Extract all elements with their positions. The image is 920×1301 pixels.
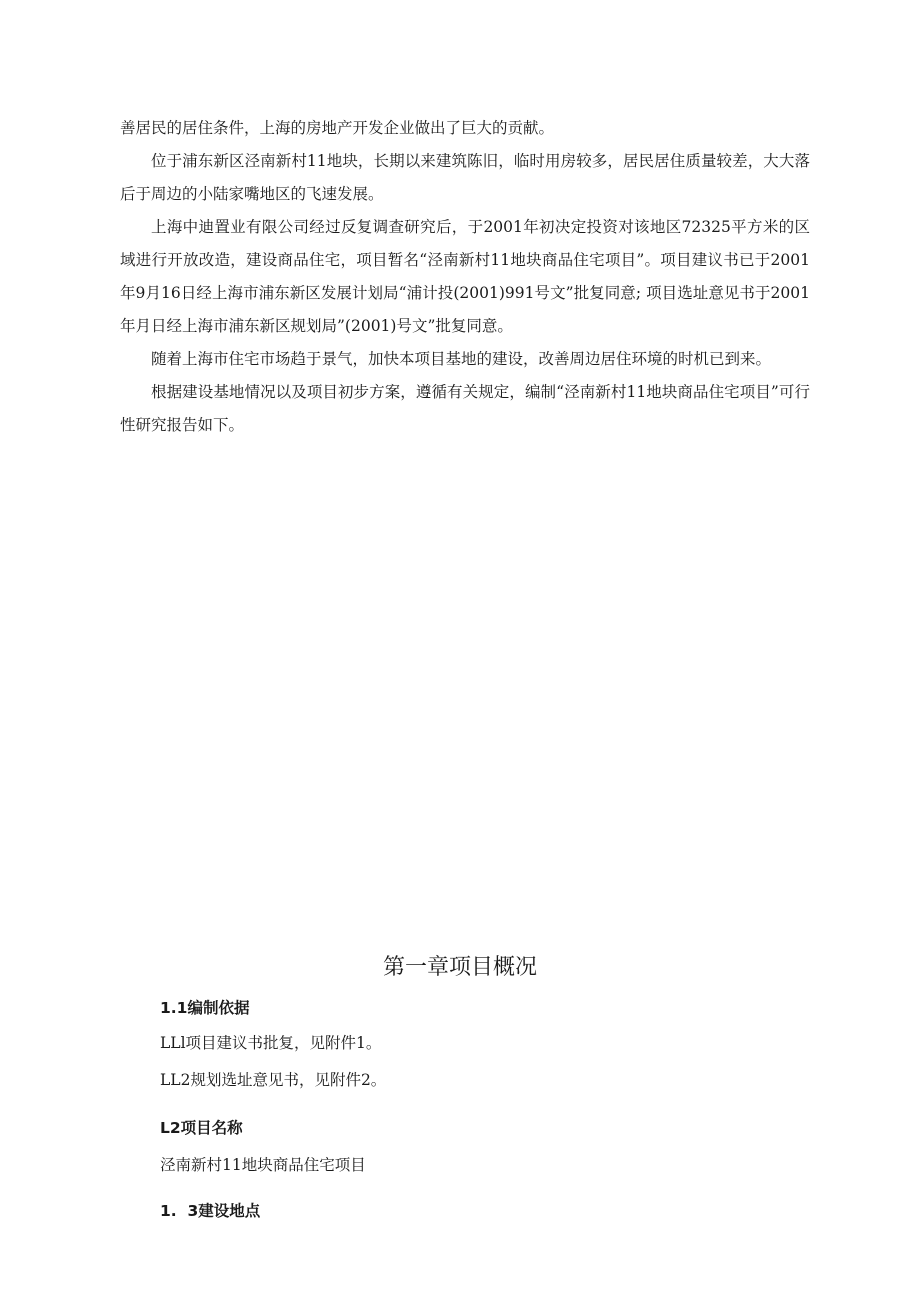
section-heading-location: 1. 3建设地点 (160, 1202, 261, 1220)
paragraph-continuation: 善居民的居住条件，上海的房地产开发企业做出了巨大的贡献。 (120, 119, 555, 137)
intro-text (120, 112, 810, 442)
basis-item-1: LLl项目建议书批复，见附件1。 (160, 1034, 382, 1052)
section-heading-project-name: L2项目名称 (160, 1119, 243, 1137)
project-name-text: 泾南新村11地块商品住宅项目 (160, 1156, 366, 1174)
paragraph-investment: 上海中迪置业有限公司经过反复调查研究后，于2001年初决定投资对该地区72325平方米的区域进行开放改造，建设商品住宅，项目暂名“泾南新村11地块商品住宅项目”。项目建议书已于2001年9月16日经上海市浦东新区发展计划局“浦计投(2001)991号文”批复同意; 项目选址意见书于2001年月日经上海市浦东新区规划局”(2001)号文”批复同意。 (120, 218, 810, 335)
paragraph-report-basis: 根据建设基地情况以及项目初步方案，遵循有关规定，编制“泾南新村11地块商品住宅项目”可行性研究报告如下。 (120, 383, 810, 434)
section-heading-basis: 1.1编制依据 (160, 999, 250, 1017)
basis-item-2: LL2规划选址意见书，见附件2。 (160, 1071, 387, 1089)
chapter-title: 第一章项目概况 (382, 955, 537, 980)
paragraph-market: 随着上海市住宅市场趋于景气，加快本项目基地的建设，改善周边居住环境的时机已到来。 (151, 350, 772, 368)
paragraph-location: 位于浦东新区泾南新村11地块，长期以来建筑陈旧，临时用房较多，居民居住质量较差，大大落后于周边的小陆家嘴地区的飞速发展。 (120, 152, 810, 203)
